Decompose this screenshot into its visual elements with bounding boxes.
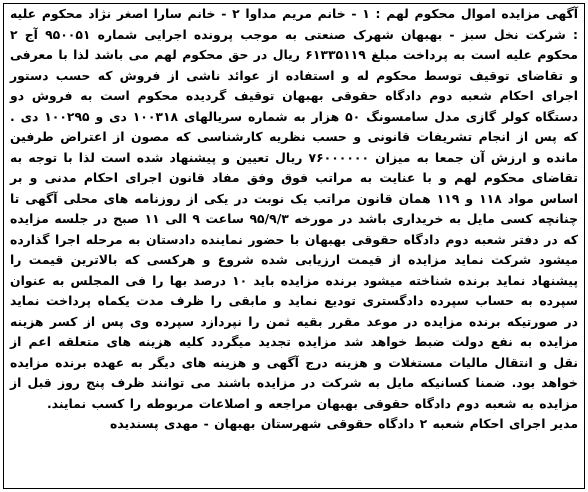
- notice-signature: مدیر اجرای احکام شعبه ۲ دادگاه حقوقی شهرستان بهبهان - مهدی پسندیده: [110, 416, 578, 431]
- notice-body: آگهی مزایده اموال محکوم لهم : ۱ - خانم مریم مداوا ۲ - خانم سارا اصغر نژاد محکوم علیه : شرکت نخل سبز - بهبهان شهرک صنعتی به موجب پرونده اجرایی شماره ۹۵۰۰۵۱ آج ۲ محکوم علیه است به پرداخت مبلغ ۶۱۳۳۵۱۱۹ ریال در حق محکوم لهم می باشد لذا با معرفی و تقاضای توقیف توسط محکوم له و استفاده از عوائد ناشی از فروش که حسب دستور اجرای احکام شعبه دوم دادگاه حقوقی بهبهان توقیف گردیده محکوم است به فروش دو دستگاه کولر گازی مدل سامسونگ ۵۰ هزار به شماره سریالهای ۱۰۰۳۱۸ دی و ۱۰۰۲۹۵ دی . که پس از انجام تشریفات قانونی و حسب نظریه کارشناسی که مصون از اعتراض طرفین مانده و ارزش آن جمعا به میزان ۷۶۰۰۰۰۰۰ ریال تعیین و پیشنهاد شده است لذا با توجه به تقاضای محکوم لهم و با عنایت به مراتب فوق وفق مفاد قانون اجرای احکام مدنی و بر اساس مواد ۱۱۸ و ۱۱۹ همان قانون مراتب یک نوبت در یکی از روزنامه های محلی آگهی تا چنانچه کسی مایل به خریداری باشد در مورخه ۹۵/۹/۳ ساعت ۹ الی ۱۱ صبح در جلسه مزایده که در دفتر شعبه دوم دادگاه حقوقی بهبهان با حضور نماینده دادستان به مرحله اجرا گذارده میشود شرکت نماید مزایده از قیمت ارزیابی شده شروع و هرکسی که بالاترین قیمت را پیشنهاد نماید برنده شناخته میشود برنده مزایده باید ۱۰ درصد بها را فی المجلس به عنوان سپرده به حساب سپرده دادگستری تودیع نماید و مابقی را ظرف مدت یکماه پرداخت نماید در صورتیکه برنده مزایده در موعد مقرر بقیه ثمن را نپردازد سپرده وی پس از کسر هزینه مزایده به نفع دولت ضبط خواهد شد مزایده تجدید میگردد کلیه هزینه های متعلقه اعم از نقل و انتقال مالیات مستغلات و هزینه درج آگهی و هزینه های دیگر به عهده برنده مزایده خواهد بود. ضمنا کسانیکه مایل به شرکت در مزایده باشند می توانند ظرف پنج روز قبل از مزایده به شعبه دوم دادگاه حقوقی بهبهان مراجعه و اصلاعات مربوطه را کسب نمایند.: [10, 6, 579, 411]
- auction-notice: [10, 4, 578, 435]
